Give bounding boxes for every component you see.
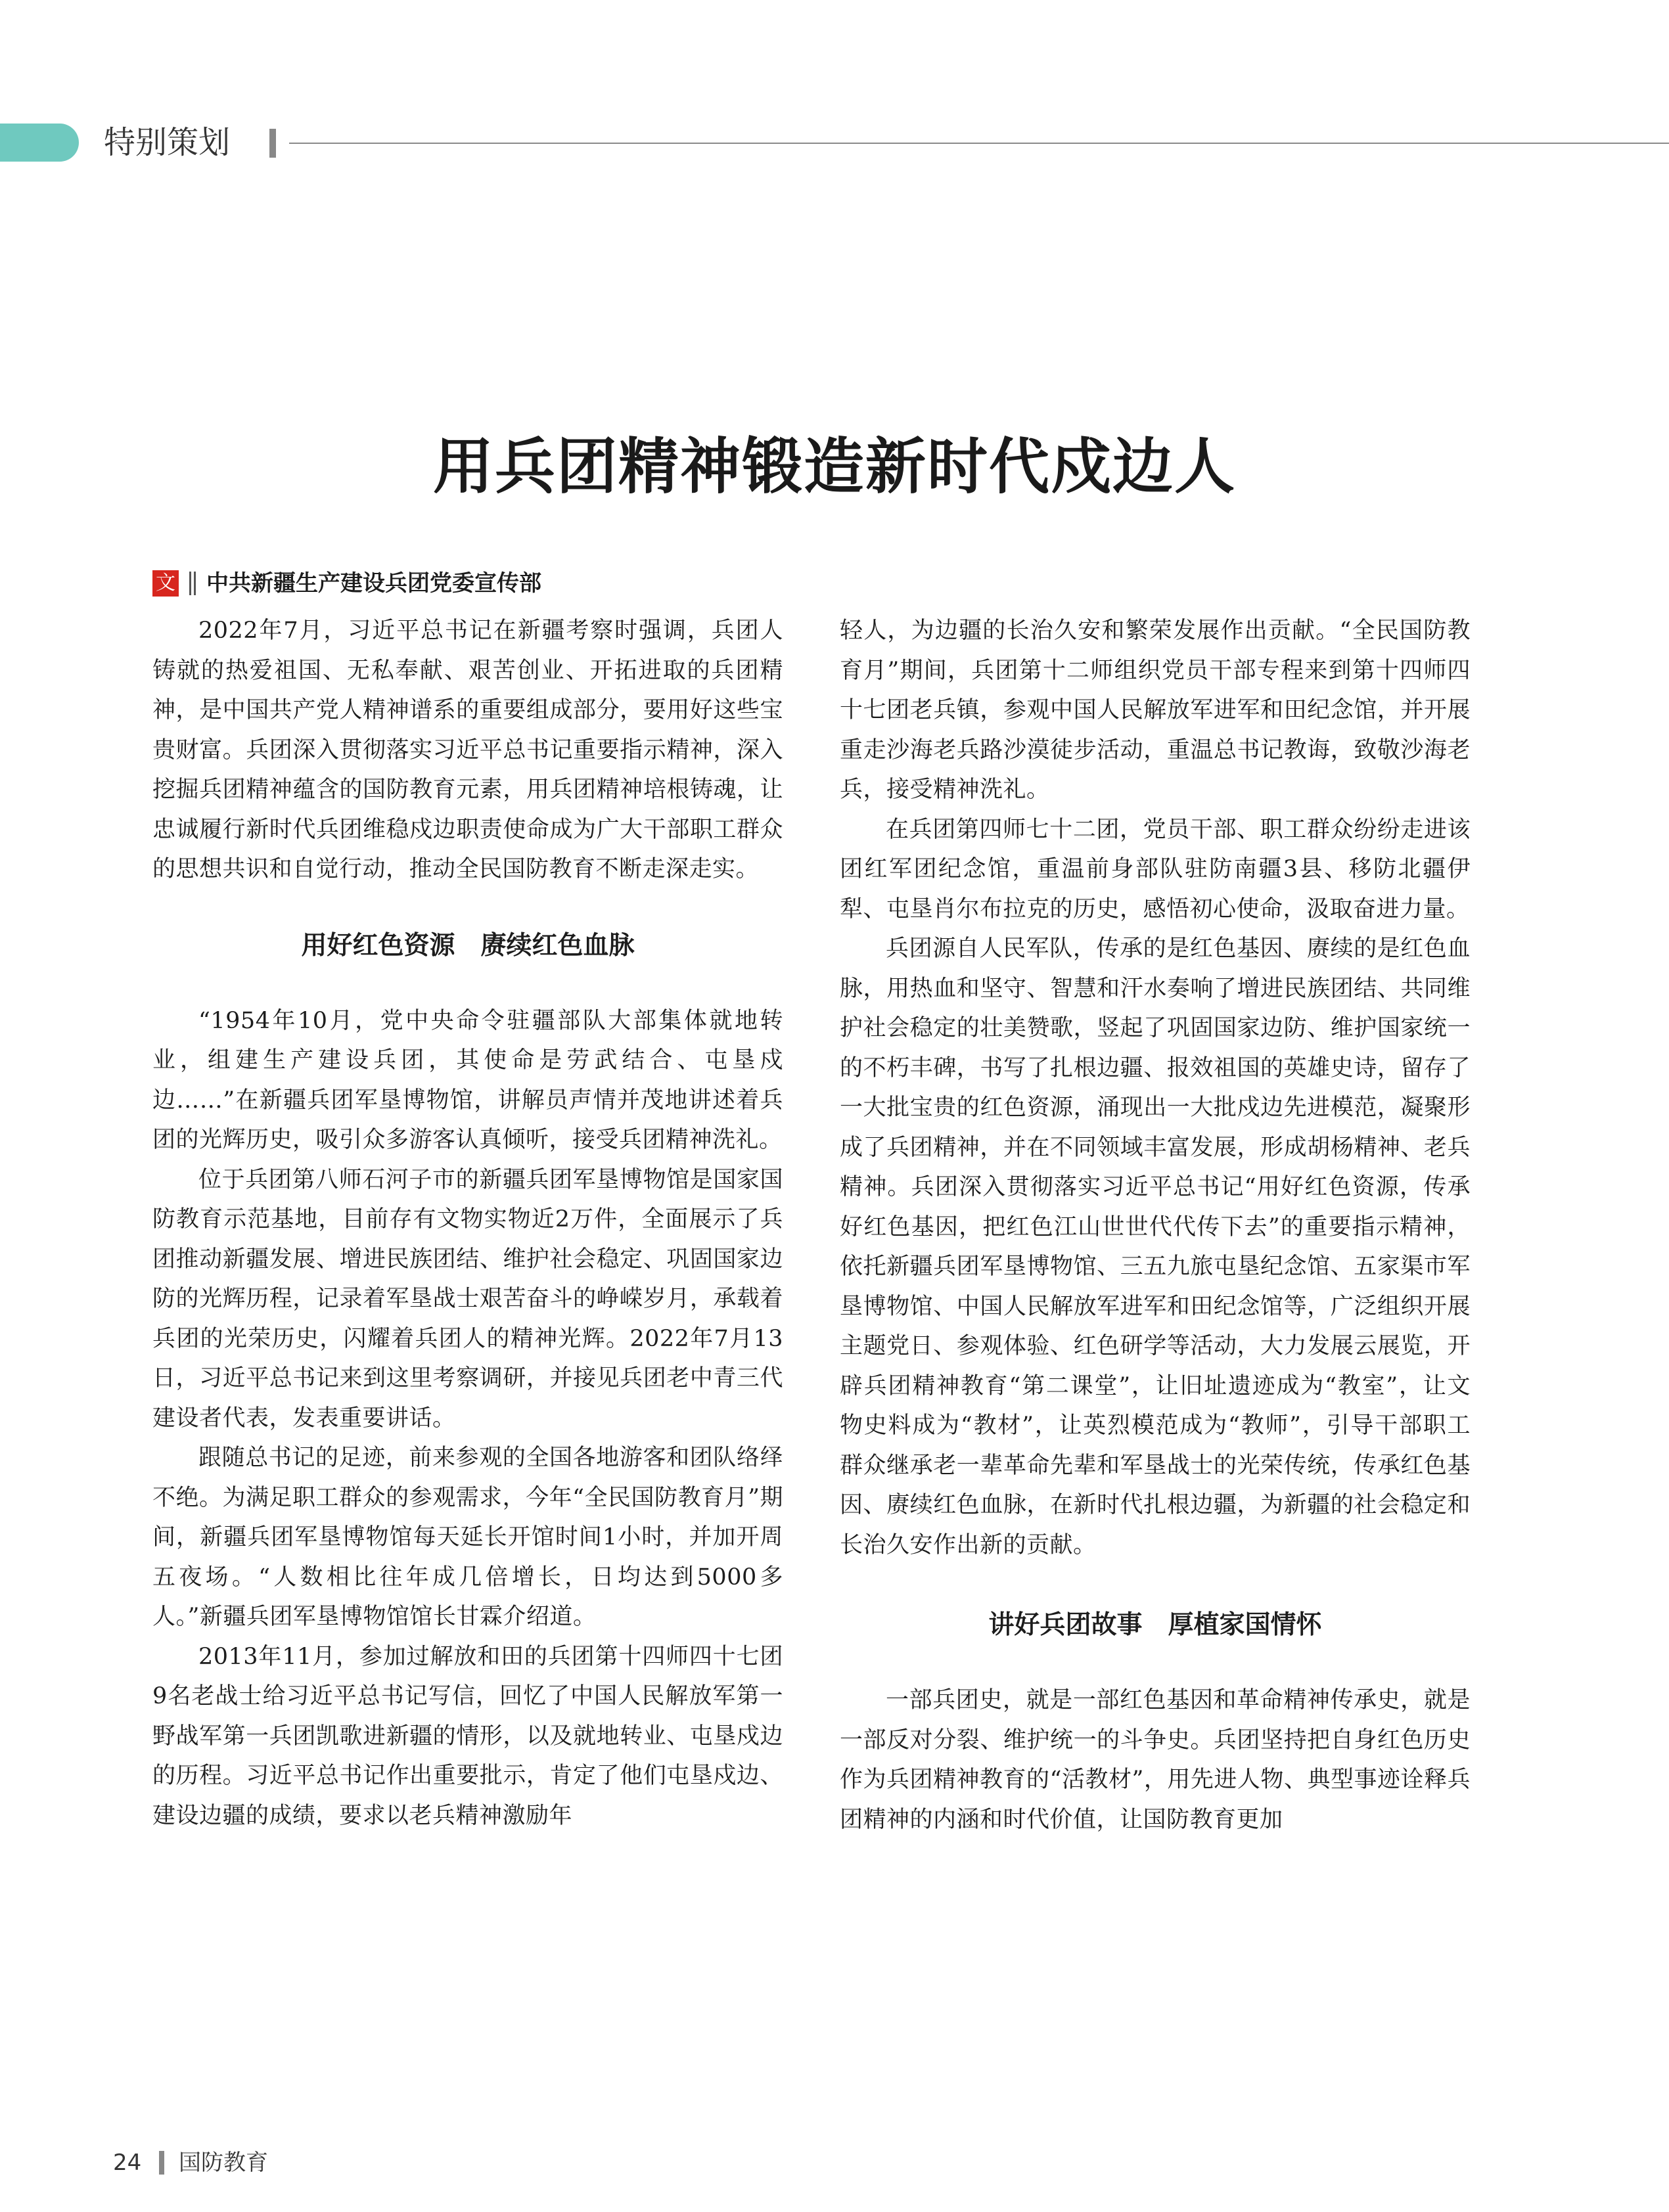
paragraph-intro: 2022年7月，习近平总书记在新疆考察时强调，兵团人铸就的热爱祖国、无私奉献、艰苦创业、开拓进取的兵团精神，是中国共产党人精神谱系的重要组成部分，要用好这些宝贵财富。兵团深入贯彻落实习近平总书记重要指示精神，深入挖掘兵团精神蕴含的国防教育元素，用兵团精神培根铸魂，让忠诚履行新时代兵团维稳戍边职责使命成为广大干部职工群众的思想共识和自觉行动，推动全民国防教育不断走深走实。 (152, 618, 783, 882)
page-number: 24 (113, 2150, 142, 2176)
paragraph: 兵团源自人民军队，传承的是红色基因、赓续的是红色血脉，用热血和坚守、智慧和汗水奏响了增进民族团结、共同维护社会稳定的壮美赞歌，竖起了巩固国家边防、维护国家统一的不朽丰碑，书写了扎根边疆、报效祖国的英雄史诗，留存了一大批宝贵的红色资源，涌现出一大批戍边先进模范，凝聚形成了兵团精神，并在不同领域丰富发展，形成胡杨精神、老兵精神。兵团深入贯彻落实习近平总书记“用好红色资源，传承好红色基因，把红色江山世世代代传下去”的重要指示精神，依托新疆兵团军垦博物馆、三五九旅屯垦纪念馆、五家渠市军垦博物馆、中国人民解放军进军和田纪念馆等，广泛组织开展主题党日、参观体验、红色研学等活动，大力发展云展览，开辟兵团精神教育“第二课堂”，让旧址遗迹成为“教室”，让文物史料成为“教材”，让英烈模范成为“教师”，引导干部职工群众继承老一辈革命先辈和军垦战士的光荣传统，传承红色基因、赓续红色血脉，在新时代扎根边疆，为新疆的社会稳定和长治久安作出新的贡献。 (840, 936, 1471, 1558)
byline-text-icon: 文 (152, 570, 179, 597)
column-right (840, 611, 1471, 1840)
section-title-bar (269, 129, 276, 158)
paragraph: 一部兵团史，就是一部红色基因和革命精神传承史，就是一部反对分裂、维护统一的斗争史。兵团坚持把自身红色历史作为兵团精神教育的“活教材”，用先进人物、典型事迹诠释兵团精神的内涵和时代价值，让国防教育更加 (840, 1687, 1471, 1833)
footer-separator (159, 2151, 164, 2175)
section-heading-2: 讲好兵团故事 厚植家国情怀 (988, 1610, 1322, 1640)
section-tab-decoration (0, 124, 79, 162)
header-rule (289, 143, 1669, 144)
paragraph: 2013年11月，参加过解放和田的兵团第十四师四十七团9名老战士给习近平总书记写信，回忆了中国人民解放军第一野战军第一兵团凯歌进新疆的情形，以及就地转业、屯垦戍边的历程。习近平总书记作出重要批示，肯定了他们屯垦戍边、建设边疆的成绩，要求以老兵精神激励年 (152, 1643, 783, 1829)
paragraph: “1954年10月，党中央命令驻疆部队大部集体就地转业，组建生产建设兵团，其使命是劳武结合、屯垦戍边……”在新疆兵团军垦博物馆，讲解员声情并茂地讲述着兵团的光辉历史，吸引众多游客认真倾听，接受兵团精神洗礼。 (152, 1007, 783, 1153)
author: 中共新疆生产建设兵团党委宣传部 (206, 570, 541, 597)
magazine-name: 国防教育 (179, 2150, 268, 2176)
paragraph: 跟随总书记的足迹，前来参观的全国各地游客和团队络绎不绝。为满足职工群众的参观需求，今年“全民国防教育月”期间，新疆兵团军垦博物馆每天延长开馆时间1小时，并加开周五夜场。“人数相比往年成几倍增长，日均达到5000多人。”新疆兵团军垦博物馆馆长甘霖介绍道。 (152, 1445, 783, 1630)
paragraph: 位于兵团第八师石河子市的新疆兵团军垦博物馆是国家国防教育示范基地，目前存有文物实物近2万件，全面展示了兵团推动新疆发展、增进民族团结、维护社会稳定、巩固国家边防的光辉历程，记录着军垦战士艰苦奋斗的峥嵘岁月，承载着兵团的光荣历史，闪耀着兵团人的精神光辉。2022年7月13日，习近平总书记来到这里考察调研，并接见兵团老中青三代建设者代表，发表重要讲话。 (152, 1166, 783, 1432)
paragraph: 在兵团第四师七十二团，党员干部、职工群众纷纷走进该团红军团纪念馆，重温前身部队驻防南疆3县、移防北疆伊犁、屯垦肖尔布拉克的历史，感悟初心使命，汲取奋进力量。 (840, 816, 1471, 922)
paragraph-continued: 轻人，为边疆的长治久安和繁荣发展作出贡献。“全民国防教育月”期间，兵团第十二师组织党员干部专程来到第十四师四十七团老兵镇，参观中国人民解放军进军和田纪念馆，并开展重走沙海老兵路沙漠徒步活动，重温总书记教诲，致敬沙海老兵，接受精神洗礼。 (840, 618, 1471, 803)
column-left (152, 611, 783, 1836)
section-heading-1: 用好红色资源 赓续红色血脉 (301, 930, 635, 960)
byline-separator (189, 572, 196, 595)
section-title: 特别策划 (104, 124, 231, 161)
article-title: 用兵团精神锻造新时代戍边人 (432, 431, 1236, 502)
